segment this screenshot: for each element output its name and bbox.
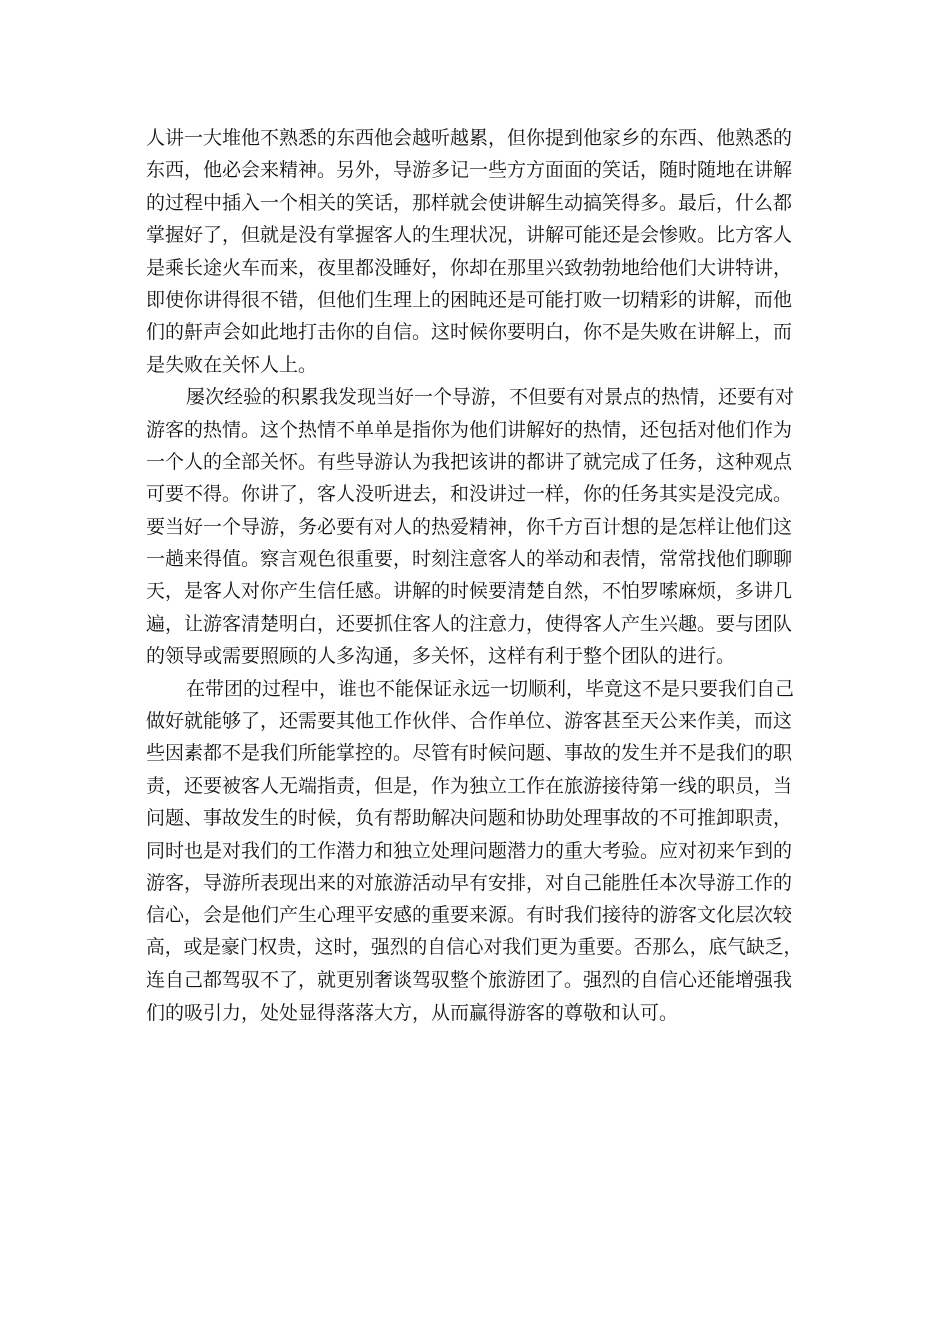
text-line: 问题、事故发生的时候，负有帮助解决问题和协助处理事故的不可推卸职责， bbox=[146, 807, 793, 830]
text-line: 些因素都不是我们所能掌控的。尽管有时候问题、事故的发生并不是我们的职 bbox=[146, 742, 793, 765]
text-line: 的过程中插入一个相关的笑话，那样就会使讲解生动搞笑得多。最后，什么都 bbox=[146, 191, 793, 214]
text-line: 游客的热情。这个热情不单单是指你为他们讲解好的热情，还包括对他们作为 bbox=[146, 418, 793, 441]
text-line: 在带团的过程中，谁也不能保证永远一切顺利，毕竟这不是只要我们自己 bbox=[186, 677, 795, 700]
document-body bbox=[146, 122, 806, 1029]
text-line: 即使你讲得很不错，但他们生理上的困盹还是可能打败一切精彩的讲解，而他 bbox=[146, 288, 793, 311]
paragraph-1 bbox=[146, 122, 806, 381]
text-line: 是失败在关怀人上。 bbox=[146, 353, 318, 376]
text-line: 们的吸引力，处处显得落落大方，从而赢得游客的尊敬和认可。 bbox=[146, 1001, 679, 1024]
text-line: 可要不得。你讲了，客人没听进去，和没讲过一样，你的任务其实是没完成。 bbox=[146, 483, 793, 506]
text-line: 屡次经验的积累我发现当好一个导游，不但要有对景点的热情，还要有对 bbox=[186, 386, 795, 409]
text-line: 信心，会是他们产生心理平安感的重要来源。有时我们接待的游客文化层次较 bbox=[146, 904, 793, 927]
text-line: 东西，他必会来精神。另外，导游多记一些方方面面的笑话，随时随地在讲解 bbox=[146, 159, 793, 182]
paragraph-3 bbox=[146, 673, 806, 1029]
text-line: 连自己都驾驭不了，就更别奢谈驾驭整个旅游团了。强烈的自信心还能增强我 bbox=[146, 969, 793, 992]
text-line: 是乘长途火车而来，夜里都没睡好，你却在那里兴致勃勃地给他们大讲特讲， bbox=[146, 256, 793, 279]
text-line: 天，是客人对你产生信任感。讲解的时候要清楚自然，不怕罗嗦麻烦，多讲几 bbox=[146, 580, 793, 603]
paragraph-2 bbox=[146, 381, 806, 673]
text-line: 一趟来得值。察言观色很重要，时刻注意客人的举动和表情，常常找他们聊聊 bbox=[146, 548, 793, 571]
text-line: 同时也是对我们的工作潜力和独立处理问题潜力的重大考验。应对初来乍到的 bbox=[146, 839, 793, 862]
text-line: 人讲一大堆他不熟悉的东西他会越听越累，但你提到他家乡的东西、他熟悉的 bbox=[146, 127, 793, 149]
text-line: 高，或是豪门权贵，这时，强烈的自信心对我们更为重要。否那么，底气缺乏， bbox=[146, 936, 803, 958]
text-line: 做好就能够了，还需要其他工作伙伴、合作单位、游客甚至天公来作美，而这 bbox=[146, 710, 793, 733]
text-line: 们的鼾声会如此地打击你的自信。这时候你要明白，你不是失败在讲解上，而 bbox=[146, 321, 793, 344]
text-line: 一个人的全部关怀。有些导游认为我把该讲的都讲了就完成了任务，这种观点 bbox=[146, 450, 793, 473]
text-line: 游客，导游所表现出来的对旅游活动早有安排，对自己能胜任本次导游工作的 bbox=[146, 871, 793, 894]
text-line: 要当好一个导游，务必要有对人的热爱精神，你千方百计想的是怎样让他们这 bbox=[146, 515, 793, 538]
text-line: 掌握好了，但就是没有掌握客人的生理状况，讲解可能还是会惨败。比方客人 bbox=[146, 224, 793, 247]
text-line: 的领导或需要照顾的人多沟通，多关怀，这样有利于整个团队的进行。 bbox=[146, 645, 736, 668]
text-line: 遍，让游客清楚明白，还要抓住客人的注意力，使得客人产生兴趣。要与团队 bbox=[146, 612, 793, 635]
text-line: 责，还要被客人无端指责，但是，作为独立工作在旅游接待第一线的职员，当 bbox=[146, 774, 793, 797]
